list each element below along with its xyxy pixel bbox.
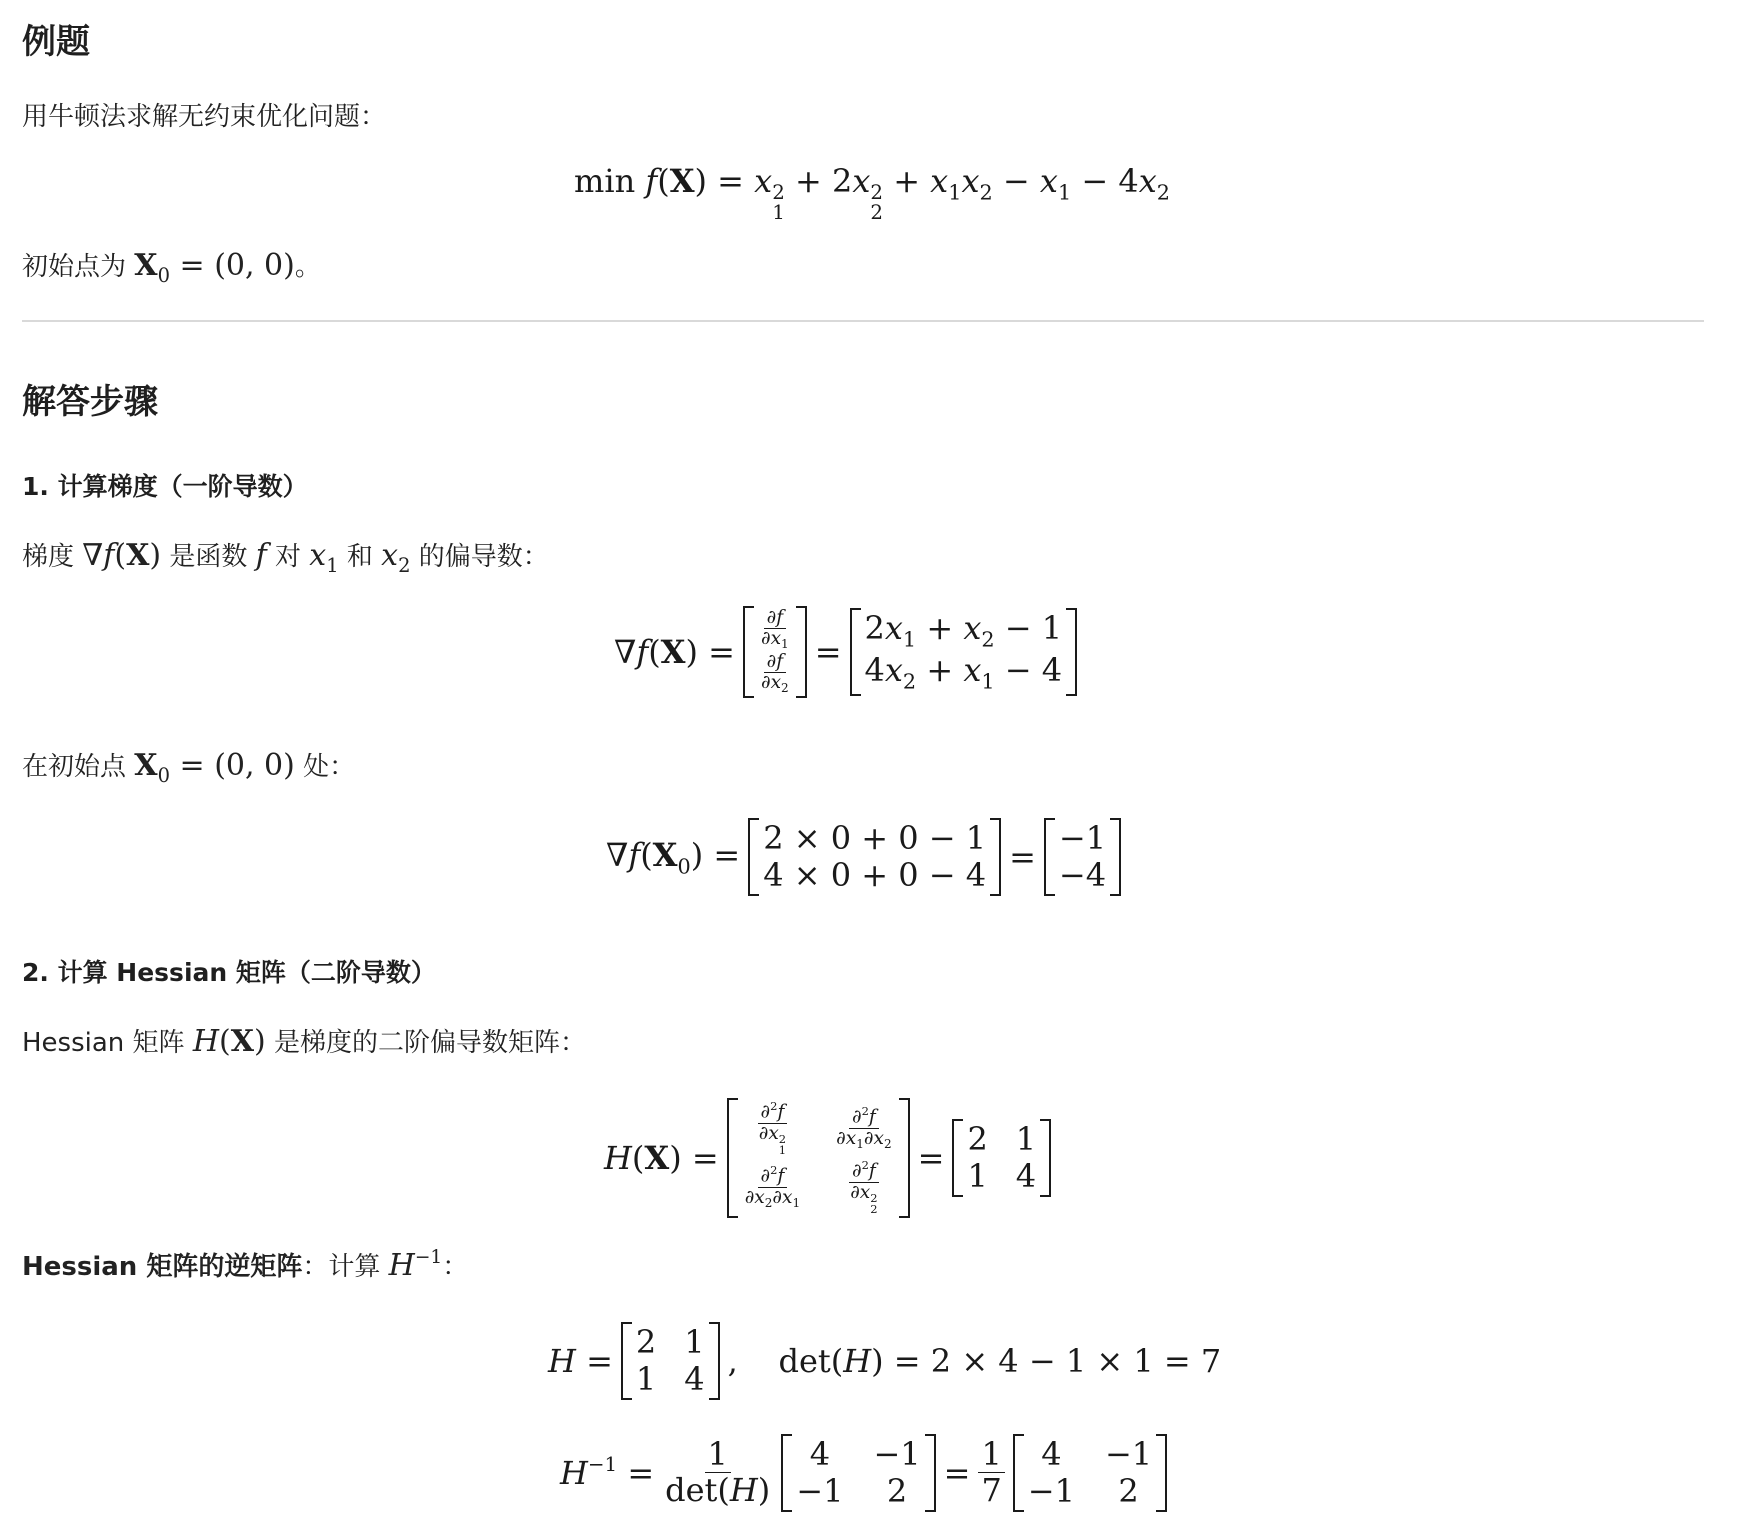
example-intro: 用牛顿法求解无约束优化问题：: [22, 102, 387, 132]
solution-heading: 解答步骤: [22, 382, 158, 422]
at-start-point-line: 在初始点 $X_0 = (0$, 0) 处：: [22, 748, 356, 787]
gradient-at-x0-equation: $\nabla f(X_0)$ = 2 × 0 + 0 − 1 4 × 0 + 0 − 4 = −1 −4: [606, 818, 1121, 896]
hessian-inverse-label: Hessian 矩阵的逆矩阵: [22, 1252, 303, 1282]
determinant-equation: H = 2 1 1 4 , det(H) = 2 × 4 − 1 × 1 = 7: [548, 1323, 1222, 1398]
gradient-value-matrix: −1 −4: [1044, 818, 1121, 896]
hessian-inverse-colon: ：: [442, 1252, 469, 1282]
hessian-value-matrix: 2 1 1 4: [952, 1119, 1051, 1197]
section-divider: [22, 320, 1704, 322]
hessian-equation: H(X) = ∂$^2$f ∂x 2 1 $\frac{\partial^2f}{\partial x_1\partial x_2}$ $\frac{\partial^2f}{\partial x_2\partial x_1}$ ∂$^2$f ∂x 2 2 = 2 1 1 4: [604, 1098, 1051, 1218]
hessian-partial-matrix: ∂$^2$f ∂x 2 1 $\frac{\partial^2f}{\partial x_1\partial x_2}$ $\frac{\partial^2f}{\partial x_2\partial x_1}$ ∂$^2$f ∂x 2 2: [727, 1098, 910, 1218]
start-point-suffix: 。: [294, 252, 321, 282]
hessian-description: Hessian 矩阵 H(X) 是梯度的二阶偏导数矩阵：: [22, 1024, 586, 1059]
gradient-equation: ∇f(X) = $\frac{\partial f}{\partial x_1}$ $\frac{\partial f}{\partial x_2}$ = $2x_1 + x_2 - 1$ $4x_2 + x_1 - 4$: [614, 606, 1077, 698]
gradient-expression-matrix: $2x_1 + x_2 - 1$ $4x_2 + x_1 - 4$: [850, 608, 1078, 696]
example-heading: 例题: [22, 22, 90, 62]
gradient-description: 梯度 ∇f(X) 是函数 f 对 $x_1$ 和 $x_2$ 的偏导数：: [22, 538, 549, 577]
hessian-desc-b: 是梯度的二阶偏导数矩阵：: [273, 1028, 586, 1058]
step1-heading: 1. 计算梯度（一阶导数）: [22, 472, 308, 501]
gradient-desc-b: 是函数: [169, 542, 248, 572]
gradient-desc-a: 梯度: [22, 542, 75, 572]
adjugate-matrix: 4 −1 −1 2: [781, 1434, 935, 1512]
hessian-inverse-equation: $H^{-1}$ = $\frac{1}{\det(H)}$ 4 −1 −1 2 = $\frac{1}{7}$ 4 −1 −1 2: [560, 1434, 1167, 1512]
at-point-suffix: 处：: [303, 752, 356, 782]
objective-equation: min f(X) = x 2 1 + 2x 2 2 + $x_1x_2 - x_1 - 4x_2$: [574, 162, 1170, 224]
h-matrix: 2 1 1 4: [621, 1322, 720, 1400]
hessian-inverse-text: ：计算: [302, 1252, 381, 1282]
gradient-substitution-matrix: 2 × 0 + 0 − 1 4 × 0 + 0 − 4: [748, 818, 1001, 896]
gradient-partial-matrix: $\frac{\partial f}{\partial x_1}$ $\frac{\partial f}{\partial x_2}$: [743, 606, 807, 698]
at-point-prefix: 在初始点: [22, 752, 127, 782]
step2-heading: 2. 计算 Hessian 矩阵（二阶导数）: [22, 958, 436, 987]
adjugate-matrix-2: 4 −1 −1 2: [1013, 1434, 1167, 1512]
gradient-desc-c: 对: [274, 542, 301, 572]
start-point-line: 初始点为 $X_0 = (0$, 0)。: [22, 248, 321, 287]
hessian-inverse-line: Hessian 矩阵的逆矩阵：计算 $H^{-1}$：: [22, 1246, 469, 1283]
gradient-desc-e: 的偏导数：: [418, 542, 549, 572]
hessian-desc-a: Hessian 矩阵: [22, 1028, 185, 1058]
gradient-desc-d: 和: [346, 542, 373, 572]
start-point-prefix: 初始点为: [22, 252, 127, 282]
